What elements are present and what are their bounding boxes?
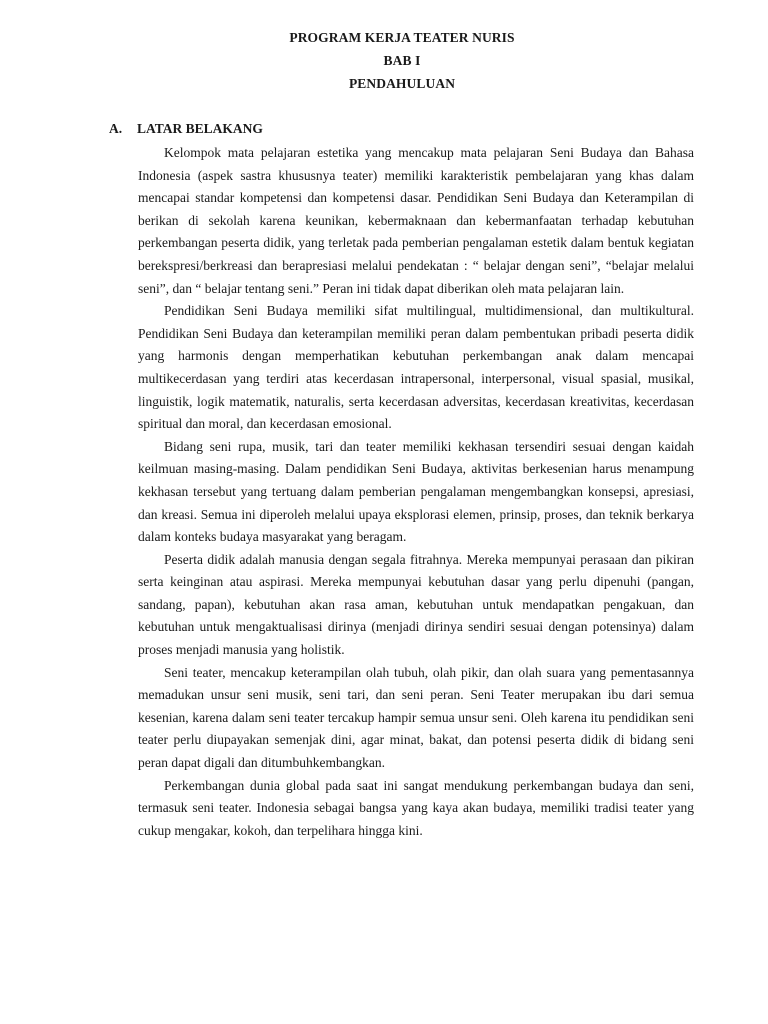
section-heading (109, 121, 263, 137)
paragraph: Pendidikan Seni Budaya memiliki sifat multilingual, multidimensional, dan multikultural. Pendidikan Seni Budaya dan keterampilan memiliki peran dalam pembentukan pribadi peserta didik yang harmonis dengan memperhatikan kebutuhan perkembangan anak dalam mencapai multikecerdasan yang terdiri atas kecerdasan intrapersonal, interpersonal, visual spasial, musikal, linguistik, logik matematik, naturalis, serta kecerdasan adversitas, kecerdasan kreativitas, kecerdasan spiritual dan moral, dan kecerdasan emosional. (138, 303, 694, 432)
paragraph: Bidang seni rupa, musik, tari dan teater memiliki kekhasan tersendiri sesuai dengan kaidah keilmuan masing-masing. Dalam pendidikan Seni Budaya, aktivitas berkesenian harus menampung kekhasan tersebut yang tertuang dalam pemberian pengalaman mengembangkan konsepsi, apresiasi, dan kreasi. Semua ini diperoleh melalui upaya eksplorasi elemen, prinsip, proses, dan teknik berkarya dalam konteks budaya masyarakat yang beragam. (138, 438, 694, 545)
paragraph: Kelompok mata pelajaran estetika yang mencakup mata pelajaran Seni Budaya dan Bahasa Indonesia (aspek sastra khususnya teater) memiliki karakteristik pembelajaran yang khas dalam mencapai standar kompetensi dan kompetensi dasar. Pendidikan Seni Budaya dan Keterampilan di berikan di sekolah karena keunikan, kebermaknaan dan kebermanfaatan terhadap kebutuhan perkembangan peserta didik, yang terletak pada pemberian pengalaman estetik dalam bentuk kegiatan berekspresi/berkreasi dan berapresiasi melalui pendekatan : “ belajar dengan seni”, “belajar melalui seni”, dan “ belajar tentang seni.” Peran ini tidak dapat diberikan oleh mata pelajaran lain. (138, 145, 694, 296)
chapter-number: BAB I (383, 53, 421, 68)
section-title: LATAR BELAKANG (137, 121, 263, 136)
paragraph: Peserta didik adalah manusia dengan segala fitrahnya. Mereka mempunyai perasaan dan pikiran serta keinginan atau aspirasi. Mereka mempunyai kebutuhan dasar yang perlu dipenuhi (pangan, sandang, papan), kebutuhan akan rasa aman, kebutuhan untuk mendapatkan pengakuan, dan kebutuhan untuk mengaktualisasi dirinya (menjadi dirinya sendiri sesuai dengan potensinya) dalam proses menjadi manusia yang holistik. (138, 551, 694, 658)
body-text (138, 142, 694, 842)
document-title: PROGRAM KERJA TEATER NURIS (289, 30, 515, 45)
section-number: A. (109, 121, 123, 136)
paragraph: Seni teater, mencakup keterampilan olah tubuh, olah pikir, dan olah suara yang pementasannya memadukan unsur seni musik, seni tari, dan seni peran. Seni Teater merupakan ibu dari semua kesenian, karena dalam seni teater tercakup hampir semua unsur seni. Oleh karena itu pendidikan seni teater perlu diupayakan semenjak dini, agar minat, bakat, dan potensi peserta didik di bidang seni peran dapat digali dan ditumbuhkembangkan. (138, 664, 694, 771)
chapter-title: PENDAHULUAN (348, 76, 456, 91)
paragraph: Perkembangan dunia global pada saat ini sangat mendukung perkembangan budaya dan seni, termasuk seni teater. Indonesia sebagai bangsa yang kaya akan budaya, memiliki tradisi teater yang cukup mengakar, kokoh, dan terpelihara hingga kini. (138, 777, 694, 838)
